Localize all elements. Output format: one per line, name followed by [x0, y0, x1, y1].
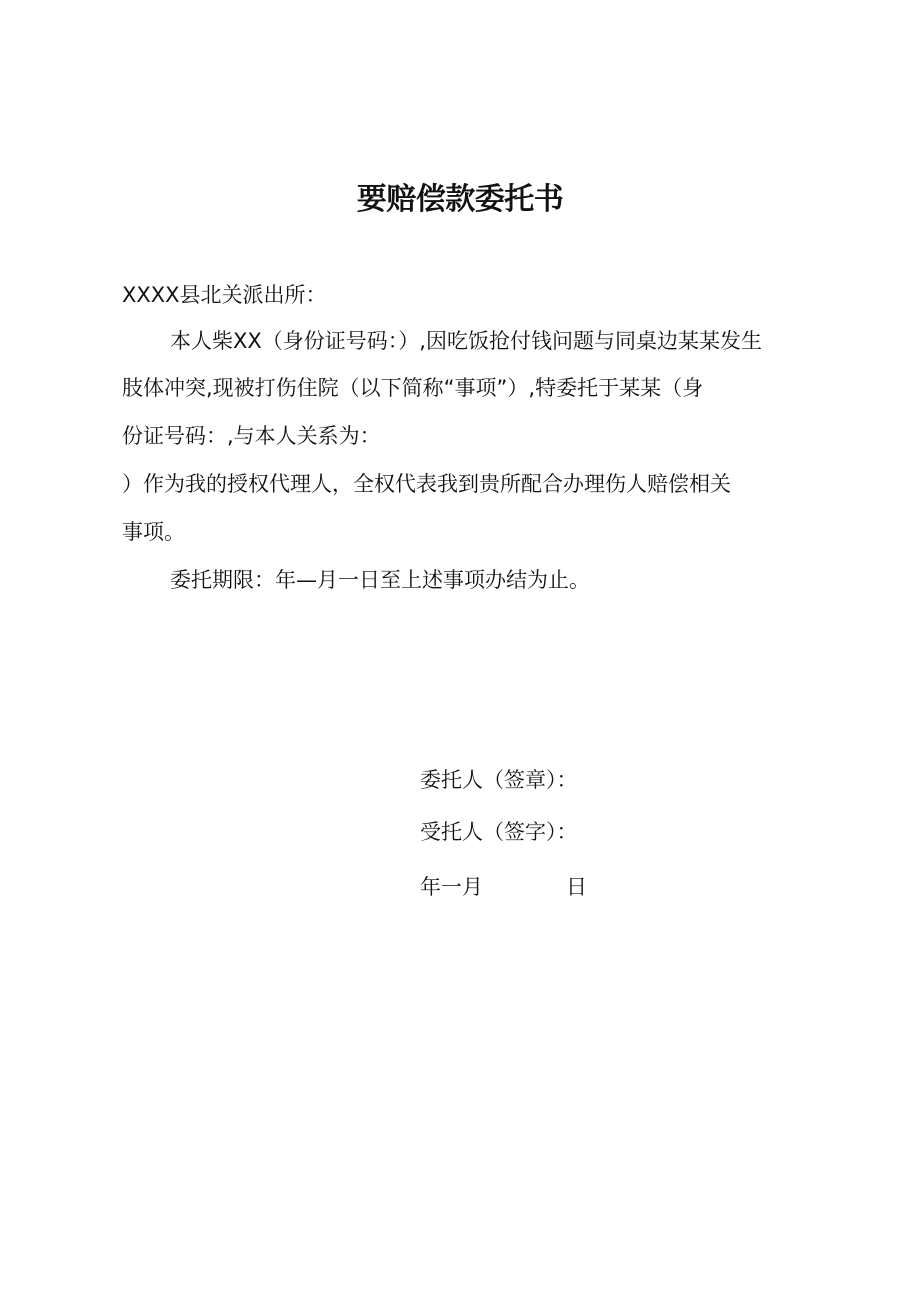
date-day: 日 [566, 875, 587, 899]
document-title: 要赔偿款委托书 [356, 182, 564, 217]
agent-signature-line: 受托人（签字）： [420, 820, 578, 844]
body-line-4: ）作为我的授权代理人，全权代表我到贵所配合办理伤人赔偿相关 [122, 472, 731, 496]
body-line-5: 事项。 [122, 520, 185, 544]
body-line-3: 份证号码：,与本人关系为： [122, 424, 381, 448]
date-year-month: 年一月 [420, 875, 483, 899]
addressee: XXXX县北关派出所： [122, 283, 327, 307]
principal-signature-line: 委托人（签章）： [420, 768, 578, 792]
body-line-2: 肢体冲突,现被打伤住院（以下简称“事项”）,特委托于某某（身 [122, 376, 704, 400]
body-line-1: 本人柴XX（身份证号码：）,因吃饭抢付钱问题与同桌边某某发生 [170, 329, 762, 353]
term-of-authorization: 委托期限：年—月一日至上述事项办结为止。 [170, 568, 590, 592]
